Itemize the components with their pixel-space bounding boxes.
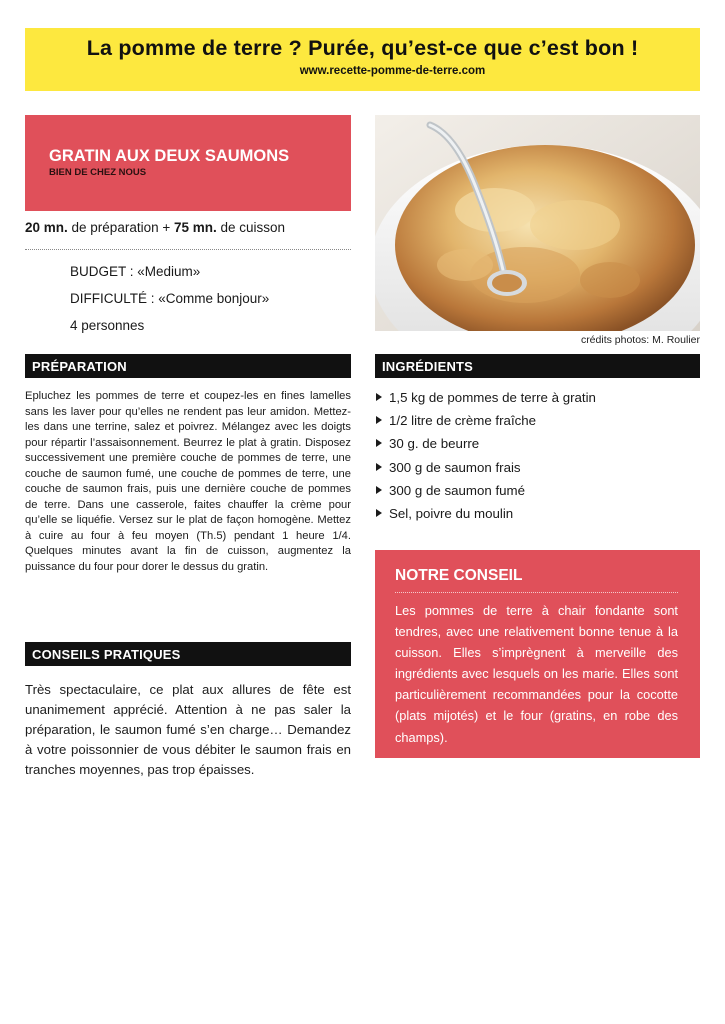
recipe-title: GRATIN AUX DEUX SAUMONS: [49, 147, 290, 165]
ingredient-text: 30 g. de beurre: [389, 436, 480, 452]
conseils-pratiques-text: Très spectaculaire, ce plat aux allures de fête est unanimement apprécié. Attention à ne pas saler la préparation, le saumon fumé s’en charge… Demandez à votre poissonnier de vous débiter le saumon frais en tranches moyennes, pas trop épaisses.: [25, 682, 351, 777]
conseils-pratiques-heading: CONSEILS PRATIQUES: [25, 642, 351, 666]
cook-label: de cuisson: [216, 220, 286, 235]
list-item: [376, 436, 596, 459]
photo-credit: crédits photos: M. Roulier: [580, 334, 700, 346]
servings-info: 4 personnes: [70, 318, 145, 333]
site-banner: [25, 28, 700, 91]
prep-label: de préparation +: [67, 220, 174, 235]
bullet-arrow-icon: [376, 509, 382, 517]
list-item: [376, 483, 596, 506]
notre-conseil-heading: NOTRE CONSEIL: [395, 567, 523, 584]
ingredient-text: Sel, poivre du moulin: [389, 505, 514, 521]
preparation-text: Epluchez les pommes de terre et coupez-les en fines lamelles sans les laver pour qu’elles ne rendent pas leur amidon. Mettez-les dans une terrine, salez et poivrez. Mélangez avec les doigts pour répartir l’assaisonnement. Beurrez le plat à gratin. Disposez successivement une première couche de pommes de terre, une couche de saumon fumé, une couche de pommes de terre, une couche de saumon frais, puis une dernière couche de pommes de terre. Dans une casserole, faites chauffer la crème pour qu’elle se liquéfie. Versez sur le plat de façon homogène. Mettez à cuire au four à feu moyen (Th.5) pendant 1 heure 1/4. Quelques minutes avant la fin de cuisson, augmentez la puissance du four pour dorer le dessus du gratin.: [25, 390, 351, 574]
list-item: [376, 413, 596, 436]
list-item: [376, 506, 596, 529]
ingredient-text: 300 g de saumon frais: [389, 459, 521, 475]
bullet-arrow-icon: [376, 416, 382, 424]
cook-time: 75 mn.: [173, 220, 217, 235]
ingredients-list: [376, 390, 596, 529]
ingredient-text: 1,5 kg de pommes de terre à gratin: [389, 390, 596, 405]
gratin-illustration: [375, 115, 700, 331]
list-item: [376, 390, 596, 413]
bullet-arrow-icon: [376, 439, 382, 447]
banner-url[interactable]: www.recette-pomme-de-terre.com: [299, 65, 486, 77]
banner-title: La pomme de terre ? Purée, qu’est-ce que c’est bon !: [86, 36, 639, 60]
recipe-subtitle: BIEN DE CHEZ NOUS: [49, 167, 147, 178]
ingredients-heading: INGRÉDIENTS: [375, 354, 700, 378]
ingredient-text: 300 g de saumon fumé: [389, 482, 526, 498]
gratin-photo: [375, 115, 700, 331]
notre-conseil-text: Les pommes de terre à chair fondante sont tendres, avec une relativement bonne tenue à la cuisson. Elles s’imprègnent à merveille des ingrédients avec lesquels on les marie. Elles sont particulièrement recommandées pour la cocotte (plats mijotés) et le four (gratins, en robe des champs).: [395, 603, 678, 745]
bullet-arrow-icon: [376, 393, 382, 401]
dotted-divider: [395, 592, 678, 593]
notre-conseil-box: [375, 550, 700, 758]
preparation-heading: PRÉPARATION: [25, 354, 351, 378]
recipe-title-box: [25, 115, 351, 211]
dotted-divider: [25, 249, 351, 250]
list-item: [376, 460, 596, 483]
recipe-times: [25, 220, 351, 235]
bullet-arrow-icon: [376, 486, 382, 494]
ingredient-text: 1/2 litre de crème fraîche: [389, 413, 537, 429]
budget-info: BUDGET : «Medium»: [70, 264, 201, 279]
prep-time: 20 mn.: [25, 220, 68, 235]
bullet-arrow-icon: [376, 463, 382, 471]
difficulty-info: DIFFICULTÉ : «Comme bonjour»: [70, 291, 270, 306]
